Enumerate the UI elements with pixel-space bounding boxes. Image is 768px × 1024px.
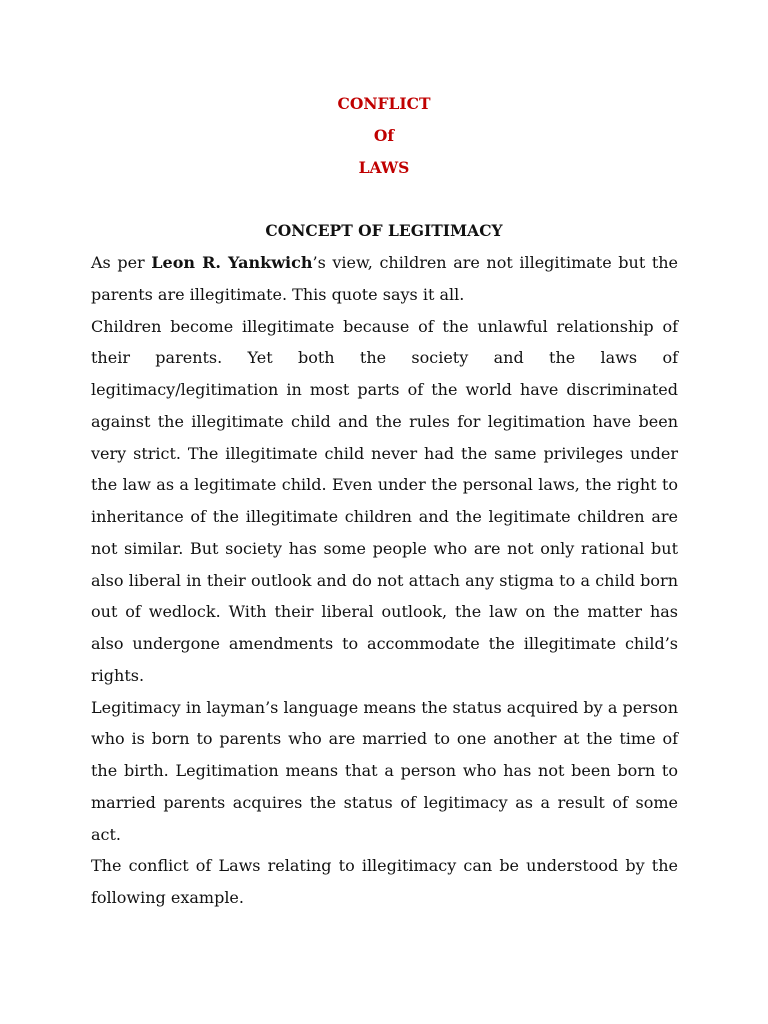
paragraph-1 xyxy=(91,247,678,311)
author-name: Leon R. Yankwich xyxy=(151,253,313,272)
body-text xyxy=(91,247,678,914)
paragraph-2: Children become illegitimate because of the unlawful relationship of their parents. Yet both the society and the laws of legitimacy/legitimation in most parts of the world have discriminated against the illegitimate child and the rules for legitimation have been very strict. The illegitimate child never had the same privileges under the law as a legitimate child. Even under the personal laws, the right to inheritance of the illegitimate children and the legitimate children are not similar. But society has some people who are not only rational but also liberal in their outlook and do not attach any stigma to a child born out of wedlock. With their liberal outlook, the law on the matter has also undergone amendments to accommodate the illegitimate child’s rights. xyxy=(91,316,678,685)
title-line-laws: LAWS xyxy=(358,158,410,177)
paragraph-1-prefix: As per xyxy=(91,253,152,272)
paragraph-3: Legitimacy in layman’s language means the status acquired by a person who is born to parents who are married to one another at the time of the birth. Legitimation means that a person who has not been born to married parents acquires the status of legitimacy as a result of some act. xyxy=(91,697,678,844)
section-heading: CONCEPT OF LEGITIMACY xyxy=(265,221,503,240)
title-line-of: Of xyxy=(373,126,395,145)
title-line-conflict: CONFLICT xyxy=(337,94,431,113)
paragraph-1-suffix: ’s view, children are not illegitimate but the parents are illegitimate. This quote says it all. xyxy=(91,253,679,304)
paragraph-4: The conflict of Laws relating to illegitimacy can be understood by the following example. xyxy=(91,856,678,907)
